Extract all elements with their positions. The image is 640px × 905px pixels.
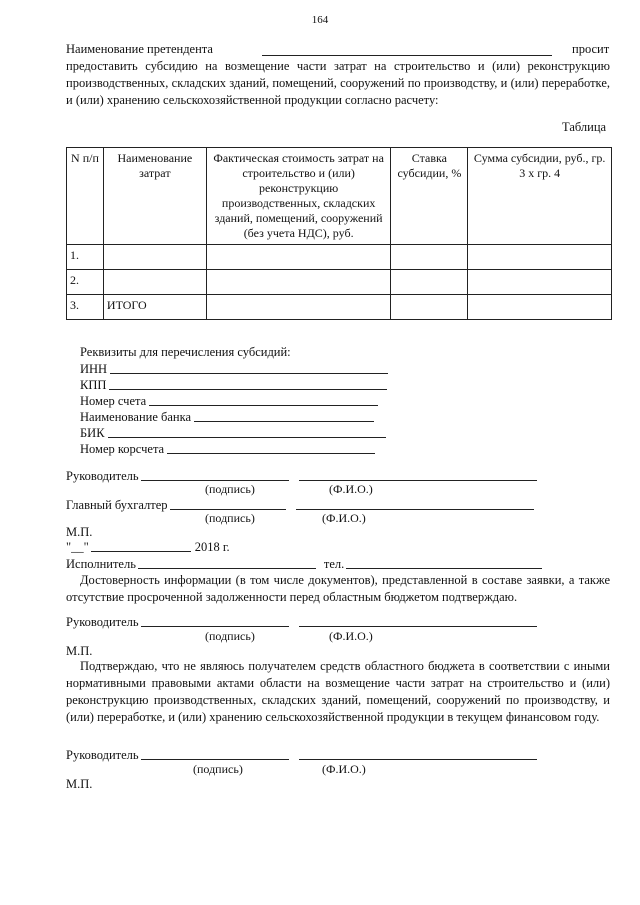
date-field[interactable] [91, 539, 191, 552]
caption-fio: (Ф.И.О.) [329, 629, 373, 643]
bik-field[interactable] [108, 425, 386, 438]
signature-head-3: Руководитель [66, 747, 610, 763]
table-caption: Таблица [562, 120, 607, 134]
header-cost-name: Наименование затрат [103, 148, 206, 245]
requisite-account: Номер счета [80, 393, 624, 409]
cell-actual-cost[interactable] [206, 270, 391, 295]
caption-fio: (Ф.И.О.) [322, 762, 366, 776]
header-subsidy-sum: Сумма субсидии, руб., гр. 3 x гр. 4 [468, 148, 612, 245]
cell-subsidy-sum[interactable] [468, 270, 612, 295]
requisite-kpp: КПП [80, 377, 624, 393]
head-name-field[interactable] [299, 614, 537, 627]
requisite-bank: Наименование банка [80, 409, 624, 425]
subsidy-table [66, 147, 612, 320]
header-num: N п/п [67, 148, 104, 245]
cell-total-label: ИТОГО [103, 295, 206, 320]
applicant-label: Наименование претендента [66, 42, 213, 56]
page-number: 164 [311, 14, 329, 26]
signature-head-1: Руководитель [66, 468, 610, 484]
date-row: "__" 2018 г. [66, 540, 230, 554]
signature-accountant: Главный бухгалтер [66, 497, 610, 513]
head-name-field[interactable] [299, 468, 537, 481]
head-name-field[interactable] [299, 747, 537, 760]
caption-fio: (Ф.И.О.) [329, 482, 373, 496]
accountant-name-field[interactable] [296, 497, 534, 510]
inn-field[interactable] [110, 361, 388, 374]
cell-rate[interactable] [391, 245, 468, 270]
row-number: 3. [67, 295, 104, 320]
head-signature-field[interactable] [141, 747, 289, 760]
caption-signature: (подпись) [205, 482, 255, 496]
applicant-name-line[interactable] [262, 43, 552, 56]
reliability-text: Достоверность информации (в том числе документов), представленной в составе заявки, а также отсутствие просроченной задолженности перед областным бюджетом подтверждаю. [66, 573, 610, 604]
row-number: 1. [67, 245, 104, 270]
account-field[interactable] [149, 393, 378, 406]
corr-account-field[interactable] [167, 441, 375, 454]
stamp-place-1: М.П. [66, 525, 93, 539]
executor-row: Исполнитель тел. [66, 556, 610, 572]
table-row [67, 245, 612, 270]
cell-actual-cost[interactable] [206, 245, 391, 270]
bank-name-field[interactable] [194, 409, 374, 422]
cell-cost-name[interactable] [103, 245, 206, 270]
header-rate: Ставка субсидии, % [391, 148, 468, 245]
cell-rate[interactable] [391, 295, 468, 320]
stamp-place-3: М.П. [66, 777, 93, 791]
intro-text: предоставить субсидию на возмещение части затрат на строительство и (или) реконструкцию производственных, складских зданий, помещений, сооружений по производству, и (или) переработке, и (или) хранению сельскохозяйственной продукции согласно расчету: [66, 59, 610, 107]
table-row [67, 270, 612, 295]
cell-subsidy-sum[interactable] [468, 295, 612, 320]
table-row-total [67, 295, 612, 320]
row-number: 2. [67, 270, 104, 295]
table-header-row [67, 148, 612, 245]
cell-rate[interactable] [391, 270, 468, 295]
requisite-bik: БИК [80, 425, 624, 441]
requisites-heading: Реквизиты для перечисления субсидий: [80, 345, 291, 359]
kpp-field[interactable] [109, 377, 387, 390]
signature-head-2: Руководитель [66, 614, 610, 630]
caption-signature: (подпись) [205, 629, 255, 643]
cell-cost-name[interactable] [103, 270, 206, 295]
requisite-inn: ИНН [80, 361, 624, 377]
executor-field[interactable] [138, 556, 316, 569]
caption-signature: (подпись) [193, 762, 243, 776]
head-signature-field[interactable] [141, 614, 289, 627]
caption-signature: (подпись) [205, 511, 255, 525]
phone-field[interactable] [346, 556, 542, 569]
head-signature-field[interactable] [141, 468, 289, 481]
cell-actual-cost[interactable] [206, 295, 391, 320]
requests-word: просит [572, 42, 610, 56]
accountant-signature-field[interactable] [170, 497, 286, 510]
stamp-place-2: М.П. [66, 644, 93, 658]
header-actual-cost: Фактическая стоимость затрат на строительство и (или) реконструкцию производственных, складских зданий, помещений, сооружений (без учета НДС), руб. [206, 148, 391, 245]
caption-fio: (Ф.И.О.) [322, 511, 366, 525]
confirmation-text: Подтверждаю, что не являюсь получателем средств областного бюджета в соответствии с иными нормативными правовыми актами области на возмещение части затрат на строительство и (или) реконструкцию производственных, складских зданий, помещений, сооружений по производству, и (или) переработке, и (или) хранению сельскохозяйственной продукции в текущем финансовом году. [66, 659, 610, 724]
requisite-corr-account: Номер корсчета [80, 441, 624, 457]
cell-subsidy-sum[interactable] [468, 245, 612, 270]
